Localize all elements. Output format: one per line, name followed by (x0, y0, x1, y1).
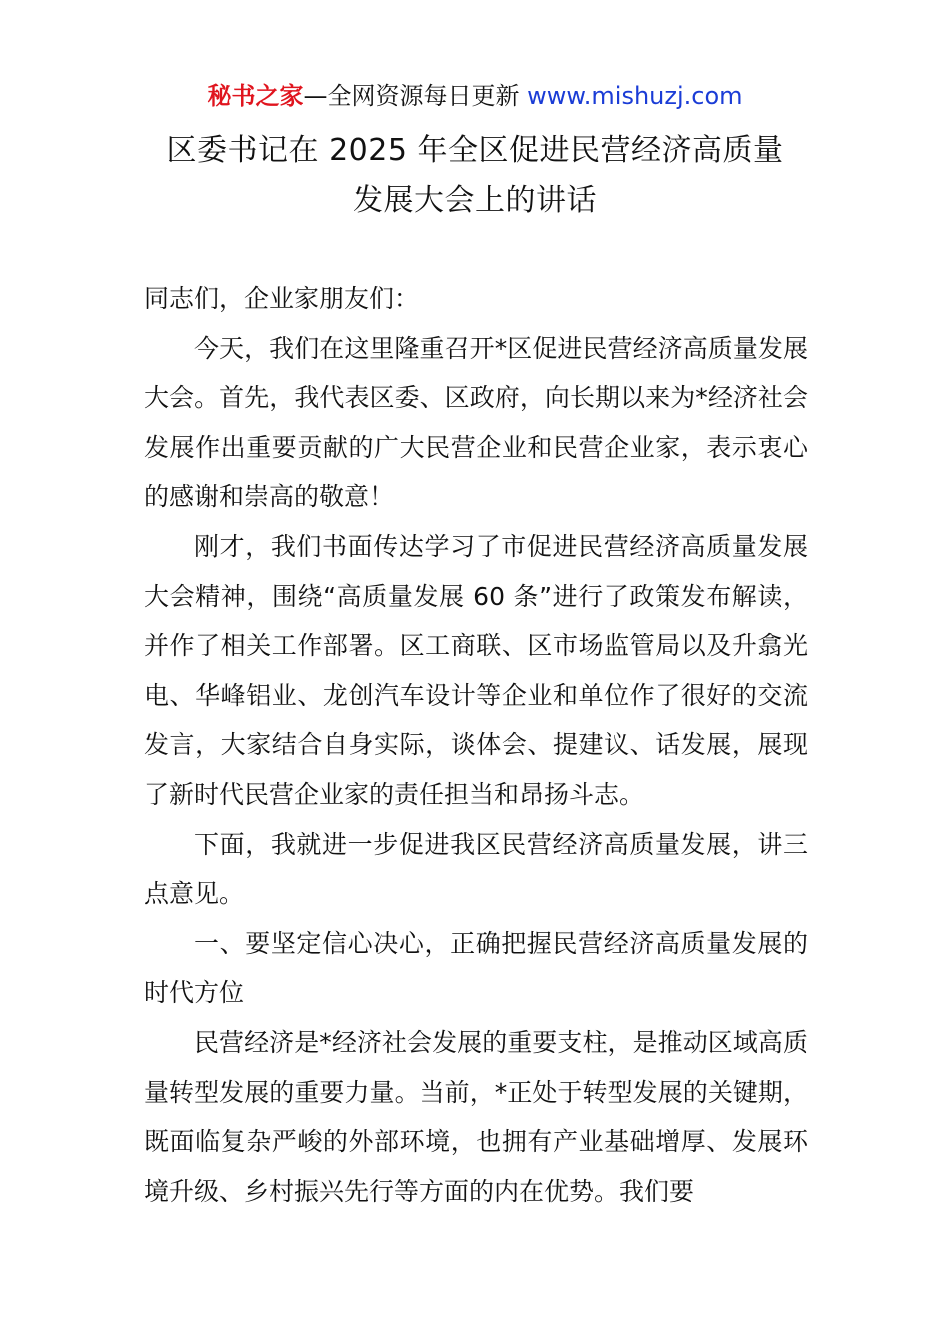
paragraph-review: 刚才，我们书面传达学习了市促进民营经济高质量发展大会精神，围绕“高质量发展 60 条”进行了政策发布解读，并作了相关工作部署。区工商联、区市场监管局以及升翕光电、华峰铝业、龙创汽车设计等企业和单位作了很好的交流发言，大家结合自身实际，谈体会、提建议、话发展，展现了新时代民营企业家的责任担当和昂扬斗志。 (144, 531, 808, 809)
title-line-2: 发展大会上的讲话 (353, 183, 597, 218)
salutation: 同志们，企业家朋友们： (144, 284, 420, 313)
document-title (100, 126, 850, 226)
section-heading-1: 一、要坚定信心决心，正确把握民营经济高质量发展的时代方位 (144, 928, 808, 1008)
title-line-1: 区委书记在 2025 年全区促进民营经济高质量 (166, 133, 784, 168)
site-header (0, 80, 950, 112)
document-body (144, 274, 808, 1216)
paragraph-opening: 今天，我们在这里隆重召开*区促进民营经济高质量发展大会。首先，我代表区委、区政府，向长期以来为*经济社会发展作出重要贡献的广大民营企业和民营企业家，表示衷心的感谢和崇高的敬意！ (144, 333, 808, 512)
brand-name: 秘书之家 (207, 82, 304, 110)
paragraph-section-1: 民营经济是*经济社会发展的重要支柱，是推动区域高质量转型发展的重要力量。当前，*正处于转型发展的关键期，既面临复杂严峻的外部环境，也拥有产业基础增厚、发展环境升级、乡村振兴先行等方面的内在优势。我们要 (144, 1027, 808, 1206)
site-url-link[interactable]: www.mishuzj.com (527, 82, 743, 110)
header-tagline: —全网资源每日更新 (303, 82, 528, 110)
paragraph-intro: 下面，我就进一步促进我区民营经济高质量发展，讲三点意见。 (144, 829, 808, 909)
